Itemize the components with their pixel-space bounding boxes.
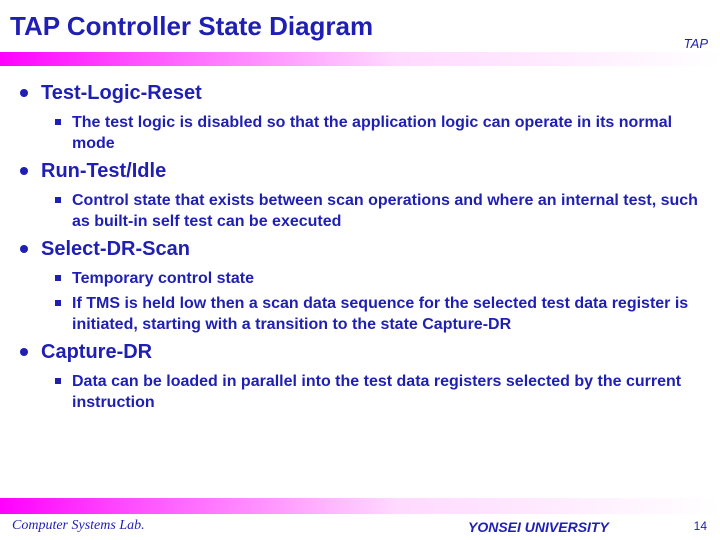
square-bullet-icon <box>55 119 61 125</box>
square-bullet-icon <box>55 197 61 203</box>
bottom-divider <box>0 498 720 514</box>
list-item-capture-dr <box>20 339 700 413</box>
sub-bullet-text: Temporary control state <box>72 270 254 287</box>
sub-bullet-text: Control state that exists between scan operations and where an internal test, such as built-in self test can be executed <box>72 192 698 230</box>
round-bullet-icon <box>20 245 28 253</box>
square-bullet-icon <box>55 300 61 306</box>
sub-bullet-text: The test logic is disabled so that the application logic can operate in its normal mode <box>72 114 673 152</box>
list-item-select-dr-scan <box>20 236 700 335</box>
round-bullet-icon <box>20 167 28 175</box>
bullet-heading: Test-Logic-Reset <box>41 82 202 104</box>
bullet-heading: Select-DR-Scan <box>41 238 190 260</box>
list-item-run-test-idle <box>20 158 700 232</box>
footer-university: YONSEI UNIVERSITY <box>468 519 609 535</box>
bullet-list <box>20 80 700 417</box>
list-item-test-logic-reset <box>20 80 700 154</box>
bullet-heading: Run-Test/Idle <box>41 160 167 182</box>
round-bullet-icon <box>20 89 28 97</box>
sub-bullet-text: Data can be loaded in parallel into the test data registers selected by the current instruction <box>72 373 682 411</box>
slide-title: TAP Controller State Diagram <box>10 11 374 41</box>
square-bullet-icon <box>55 275 61 281</box>
bullet-heading: Capture-DR <box>41 341 153 363</box>
sub-bullet-text: If TMS is held low then a scan data sequence for the selected test data register is initiated, starting with a transition to the state Capture-DR <box>72 295 689 333</box>
round-bullet-icon <box>20 348 28 356</box>
footer-lab-name: Computer Systems Lab. <box>12 518 145 533</box>
section-tag: TAP <box>683 36 708 51</box>
page-number: 14 <box>693 519 707 533</box>
top-divider <box>0 52 720 66</box>
square-bullet-icon <box>55 378 61 384</box>
